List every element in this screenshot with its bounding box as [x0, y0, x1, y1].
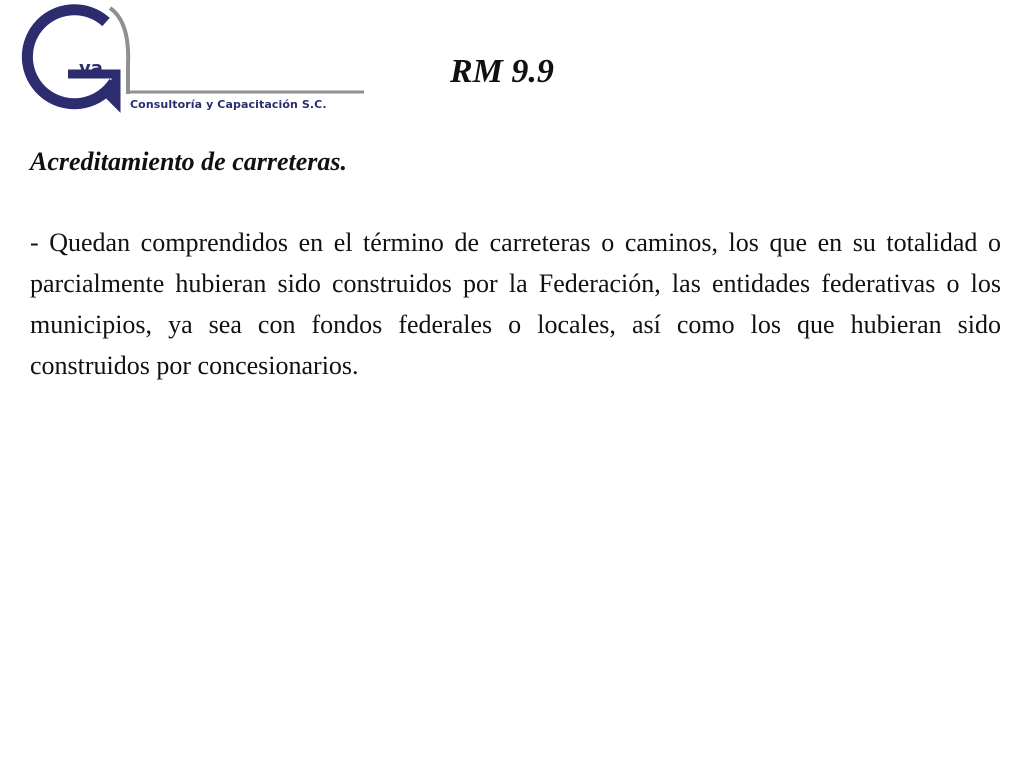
section-heading: Acreditamiento de carreteras. — [30, 147, 348, 176]
company-name: Consultoría y Capacitación S.C. — [130, 98, 327, 111]
company-logo — [6, 4, 368, 118]
slide-title: RM 9.9 — [450, 53, 554, 90]
logo-g-arc — [27, 10, 114, 104]
logo-va-text: va — [79, 58, 103, 79]
body-paragraph: - Quedan comprendidos en el término de carreteras o caminos, los que en su totalidad o parcialmente hubieran sido construidos por la Federación, las entidades federativas o los municipios, ya sea con fondos federales o locales, así como los que hubieran sido construidos por concesionarios. — [30, 228, 1001, 380]
